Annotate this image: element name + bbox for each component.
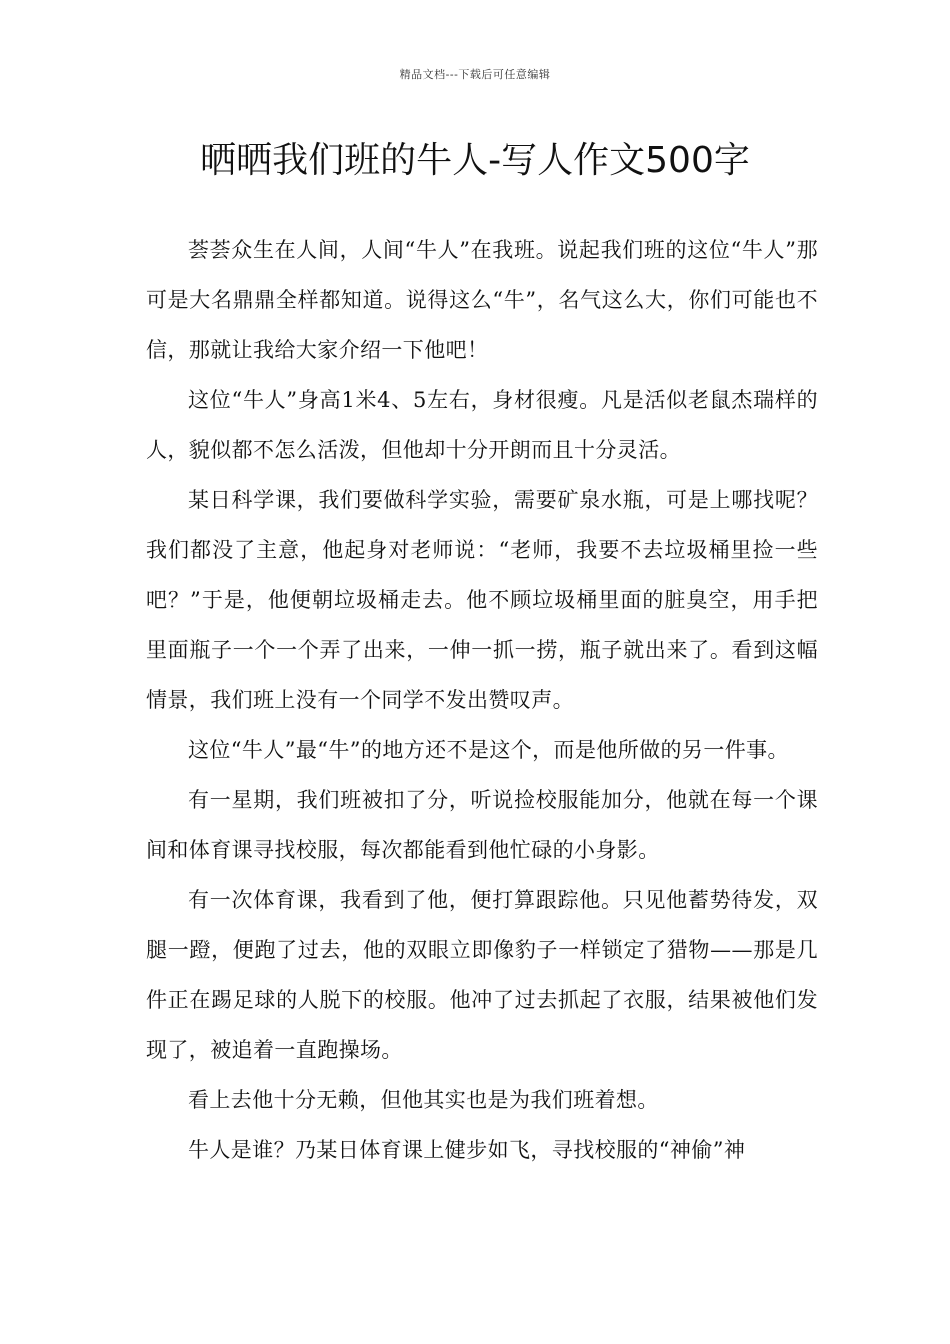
paragraph-1: 荟荟众生在人间，人间“牛人”在我班。说起我们班的这位“牛人”那可是大名鼎鼎全样都知道。说得这么“牛”，名气这么大，你们可能也不信，那就让我给大家介绍一下他吧！	[146, 238, 818, 362]
paragraph-8: 牛人是谁？乃某日体育课上健步如飞，寻找校服的“神偷”神	[188, 1138, 746, 1162]
paragraph-2: 这位“牛人”身高1米4、5左右，身材很瘦。凡是活似老鼠杰瑞样的人，貌似都不怎么活泼，但他却十分开朗而且十分灵活。	[146, 388, 818, 462]
header-note: 精品文档---下载后可任意编辑	[399, 68, 551, 81]
essay-body	[146, 225, 818, 1175]
paragraph-4: 这位“牛人”最“牛”的地方还不是这个，而是他所做的另一件事。	[188, 738, 789, 762]
paragraph-3: 某日科学课，我们要做科学实验，需要矿泉水瓶，可是上哪找呢？我们都没了主意，他起身对老师说：“老师，我要不去垃圾桶里捡一些吧？”于是，他便朝垃圾桶走去。他不顾垃圾桶里面的脏臭空，用手把里面瓶子一个一个弄了出来，一伸一抓一捞，瓶子就出来了。看到这幅情景，我们班上没有一个同学不发出赞叹声。	[146, 488, 818, 712]
paragraph-6: 有一次体育课，我看到了他，便打算跟踪他。只见他蓄势待发，双腿一蹬，便跑了过去，他的双眼立即像豹子一样锁定了猎物——那是几件正在踢足球的人脱下的校服。他冲了过去抓起了衣服，结果被他们发现了，被追着一直跑操场。	[146, 888, 818, 1062]
paragraph-7: 看上去他十分无赖，但他其实也是为我们班着想。	[188, 1088, 659, 1112]
paragraph-5: 有一星期，我们班被扣了分，听说捡校服能加分，他就在每一个课间和体育课寻找校服，每次都能看到他忙碌的小身影。	[146, 788, 818, 862]
page-title: 晒晒我们班的牛人-写人作文500字	[200, 140, 750, 181]
